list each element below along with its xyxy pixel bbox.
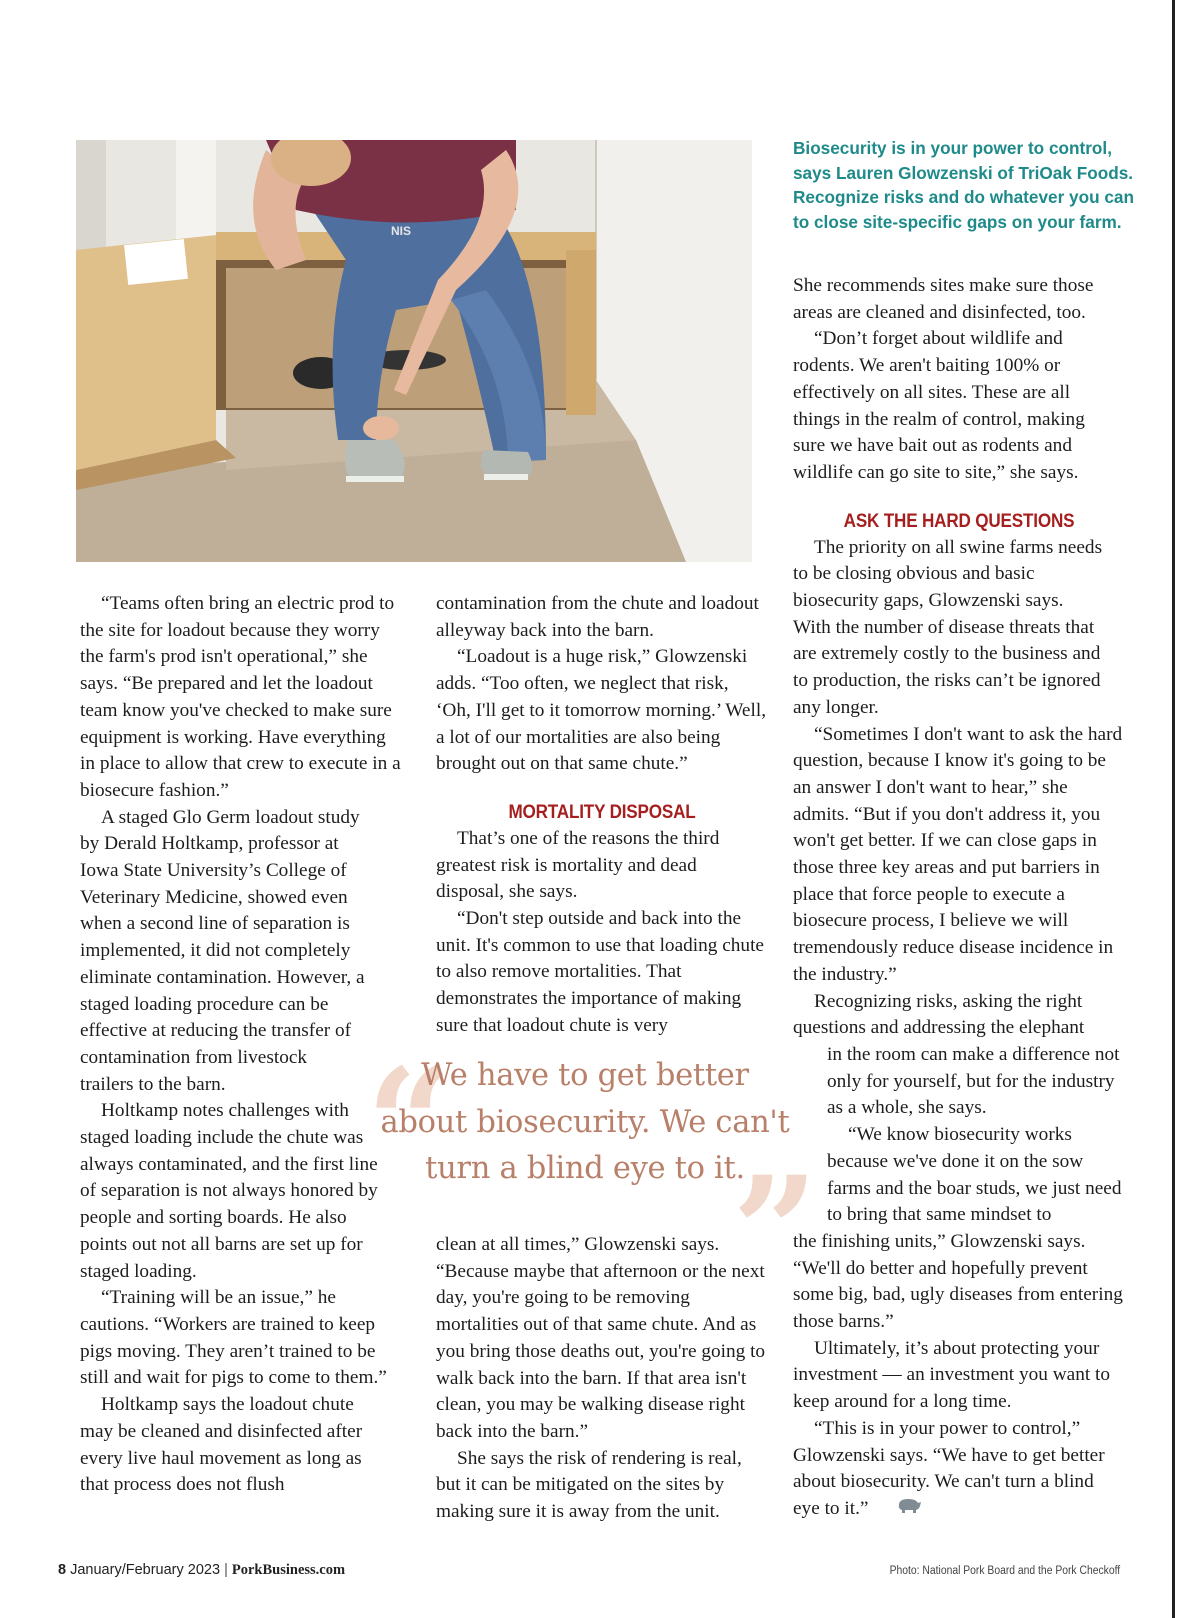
col3-paragraph-1: She recommends sites make sure those areas are cleaned and disinfected, too.: [793, 275, 1094, 323]
col1-paragraph-4: “Training will be an issue,” he cautions. “Workers are trained to keep pigs moving. They aren’t trained to be still and wait for pigs to come to them.”: [80, 1287, 387, 1389]
col2-paragraph-5: clean at all times,” Glowzenski says. “Because maybe that afternoon or the next day, you're going to be removing mortalities out of that same chute. And as you bring those deaths out, you're going to walk back into the barn. If that area isn't clean, you may be walking disease right back into the barn.”: [436, 1234, 766, 1442]
pull-quote-line-3: turn a blind eye to it.: [425, 1151, 745, 1186]
col3-paragraph-5a: Recognizing risks, asking the right questions and addressing the elephant: [793, 990, 1085, 1039]
pull-quote: [360, 1036, 819, 1320]
col1-paragraph-1: “Teams often bring an electric prod to the site for loadout because they worry the farm's prod isn't operational,” she says. “Be prepared and let the loadout team know you've checked to make sure equipment is working. Have everything in place to allow that crew to execute in a biosecure fashion.”: [80, 593, 401, 801]
page-number: 8: [58, 1562, 67, 1578]
col2-paragraph-2: “Loadout is a huge risk,” Glowzenski adds. “Too often, we neglect that risk, ‘Oh, I'll get to it tomorrow morning.’ Well, a lot of our mortalities are also being brought out on that same chute.”: [436, 646, 767, 775]
col3-paragraph-5b: in the room can make a difference not only for yourself, but for the industry as a whole, she says.: [827, 1043, 1120, 1119]
pull-quote-line-1: We have to get better: [421, 1058, 749, 1093]
photo-credit: Photo: National Pork Board and the Pork Checkoff: [889, 1565, 1120, 1577]
col2-paragraph-6: She says the risk of rendering is real, but it can be mitigated on the sites by making sure it is away from the unit.: [436, 1447, 742, 1523]
col2-paragraph-3: That’s one of the reasons the third greatest risk is mortality and dead disposal, she says.: [436, 827, 720, 903]
col3-paragraph-6b: the finishing units,” Glowzenski says. “We'll do better and hopefully prevent some big, bad, ugly diseases from entering those barns.”: [793, 1230, 1123, 1333]
col2-paragraph-4: “Don't step outside and back into the unit. It's common to use that loading chute to also remove mortalities. That demonstrates the importance of making sure that loadout chute is very: [436, 908, 764, 1036]
col3-paragraph-7: Ultimately, it’s about protecting your investment — an investment you want to keep around for a long time.: [793, 1337, 1111, 1413]
col3-paragraph-3: The priority on all swine farms needs to be closing obvious and basic biosecurity gaps, Glowzenski says. With the number of disease threats that are extremely costly to the business and to production, the risks can’t be ignored any longer.: [793, 536, 1103, 718]
col3-paragraph-4: “Sometimes I don't want to ask the hard question, because I know it's going to be an answer I don't want to hear,” she admits. “But if you don't address it, you won't get better. If we can close gaps in those three key areas and put barriers in place that force people to execute a biosecure process, I believe we will tremendously reduce disease incidence in the industry.”: [793, 723, 1123, 985]
col3-paragraph-6a: “We know biosecurity works because we've done it on the sow farms and the boar studs, we just need to bring that same mindset to: [827, 1124, 1122, 1226]
col3-paragraph-2: “Don’t forget about wildlife and rodents. We aren't baiting 100% or effectively on all sites. These are all things in the realm of control, making sure we have bait out as rodents and wildlife can go site to site,” she says.: [793, 328, 1085, 483]
photo-shirt-text: NIS: [391, 224, 412, 238]
col3-paragraph-8-text: “This is in your power to control,” Glowzenski says. “We have to get better about biosecurity. We can't turn a blind eye to it.”: [793, 1417, 1105, 1519]
col1-paragraph-5: Holtkamp says the loadout chute may be cleaned and disinfected after every live haul movement as long as that process does not flush: [80, 1394, 363, 1496]
photo-illustration: [76, 140, 752, 562]
column-3: [793, 273, 1125, 1523]
article-deck: [793, 136, 1153, 234]
page-edge-rule: [1172, 0, 1175, 1618]
col3-paragraph-8: [793, 1416, 1125, 1523]
deck-text: Biosecurity is in your power to control, says Lauren Glowzenski of TriOak Foods. Recognize risks and do whatever you can to close site-specific gaps on your farm.: [793, 138, 1134, 232]
page-footer: [58, 1562, 345, 1579]
column-2-bottom: [436, 1232, 768, 1526]
col2-paragraph-1: contamination from the chute and loadout alleyway back into the barn.: [436, 593, 759, 641]
column-1: [80, 591, 402, 1499]
mortality-disposal-heading: MORTALITY DISPOSAL: [508, 801, 696, 823]
pull-quote-line-2: about biosecurity. We can't: [380, 1104, 790, 1140]
close-quote-mark: ”: [732, 1144, 819, 1320]
col1-paragraph-3: Holtkamp notes challenges with staged loading include the chute was always contaminated, and the first line of separation is not always honored by people and sorting boards. He also points out not all barns are set up for staged loading.: [80, 1100, 378, 1282]
ask-hard-questions-heading: ASK THE HARD QUESTIONS: [843, 510, 1075, 532]
footer-separator: |: [224, 1562, 228, 1578]
article-photo: [76, 140, 752, 562]
column-2-top: [436, 591, 768, 1040]
col1-paragraph-2: A staged Glo Germ loadout study by Derald Holtkamp, professor at Iowa State University’s College of Veterinary Medicine, showed even when a second line of separation is implemented, it did not completely eliminate contamination. However, a staged loading procedure can be effective at reducing the transfer of contamination from livestock trailers to the barn.: [80, 806, 365, 1095]
issue-date: January/February 2023: [70, 1562, 221, 1578]
pig-icon: [875, 1496, 922, 1523]
site-name: PorkBusiness.com: [231, 1562, 346, 1578]
open-quote-mark: “: [366, 1036, 453, 1212]
